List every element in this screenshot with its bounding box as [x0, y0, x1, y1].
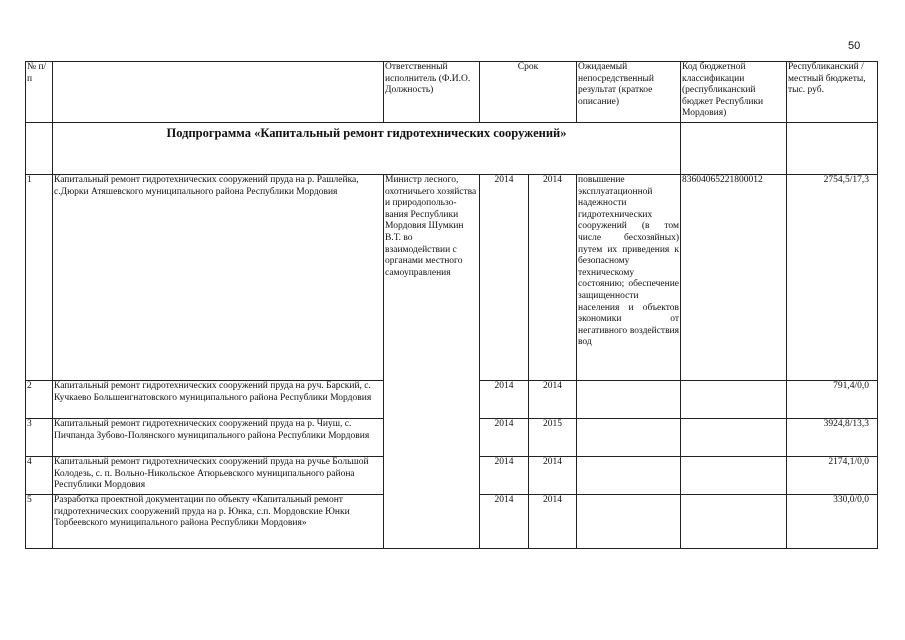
row-start: 2014 — [480, 457, 529, 495]
table-row — [26, 175, 878, 381]
row-end: 2014 — [529, 495, 577, 549]
row-num: 3 — [26, 419, 53, 457]
subprogram-row — [26, 123, 878, 175]
header-row — [26, 62, 878, 123]
row-code — [681, 457, 787, 495]
row-num: 5 — [26, 495, 53, 549]
header-responsible: Ответственный исполнитель (Ф.И.О. Должность) — [384, 62, 480, 123]
row-start: 2014 — [480, 175, 529, 381]
header-result: Ожидаемый непосредственный результат (краткое описание) — [577, 62, 681, 123]
row-name: Капитальный ремонт гидротехнических сооружений пруда на ручье Большой Колодезь, с. п. Вольно-Никольское Атюрьевского муниципального района Республики Мордовия — [53, 457, 384, 495]
row-budget: 2174,1/0,0 — [787, 457, 878, 495]
row-num: 2 — [26, 381, 53, 419]
row-end: 2014 — [529, 381, 577, 419]
row-code: 83604065221800012 — [681, 175, 787, 381]
header-name — [53, 62, 384, 123]
header-num: № п/п — [26, 62, 53, 123]
header-code: Код бюджетной классификации (республиканский бюджет Республики Мордовия) — [681, 62, 787, 123]
program-table — [25, 61, 878, 549]
row-start: 2014 — [480, 381, 529, 419]
row-end: 2014 — [529, 457, 577, 495]
header-term: Срок — [480, 62, 577, 123]
row-budget: 330,0/0,0 — [787, 495, 878, 549]
row-budget: 2754,5/17,3 — [787, 175, 878, 381]
row-budget: 3924,8/13,3 — [787, 419, 878, 457]
row-code — [681, 419, 787, 457]
row-num: 4 — [26, 457, 53, 495]
row-budget: 791,4/0,0 — [787, 381, 878, 419]
row-name: Капитальный ремонт гидротехнических сооружений пруда на р. Чиуш, с. Пичпанда Зубово-Полянского муниципального района Республики Мордовия — [53, 419, 384, 457]
result-cell: повышение эксплуатационной надежности гидротехнических сооружений (в том числе бесхозяйных) путем их приведения к безопасному техническому состоянию; обеспечение защищенности населения и объектов экономики от негативного воздействия вод — [577, 175, 681, 381]
header-budget: Республиканский /местный бюджеты, тыс. руб. — [787, 62, 878, 123]
row-code — [681, 495, 787, 549]
row-name: Капитальный ремонт гидротехнических сооружений пруда на р. Рашлейка, с.Дюрки Атяшевского муниципального района Республики Мордовия — [53, 175, 384, 381]
row-name: Разработка проектной документации по объекту «Капитальный ремонт гидротехнических сооружений пруда на р. Юнка, с.п. Мордовские Юнки Торбеевского муниципального района Республики Мордовия» — [53, 495, 384, 549]
row-name: Капитальный ремонт гидротехнических сооружений пруда на руч. Барский, с. Кучкаево Большеигнатовского муниципального района Республики Мордовия — [53, 381, 384, 419]
row-start: 2014 — [480, 419, 529, 457]
row-num: 1 — [26, 175, 53, 381]
row-end: 2014 — [529, 175, 577, 381]
row-code — [681, 381, 787, 419]
row-end: 2015 — [529, 419, 577, 457]
row-start: 2014 — [480, 495, 529, 549]
responsible-cell: Министр лесного, охотничьего хозяйства и природопользо-вания Республики Мордовия Шумкин В.Т. во взаимодействии с органами местного самоуправления — [384, 175, 480, 549]
subprogram-title: Подпрограмма «Капитальный ремонт гидротехнических сооружений» — [53, 123, 681, 175]
page-number: 50 — [848, 40, 861, 52]
